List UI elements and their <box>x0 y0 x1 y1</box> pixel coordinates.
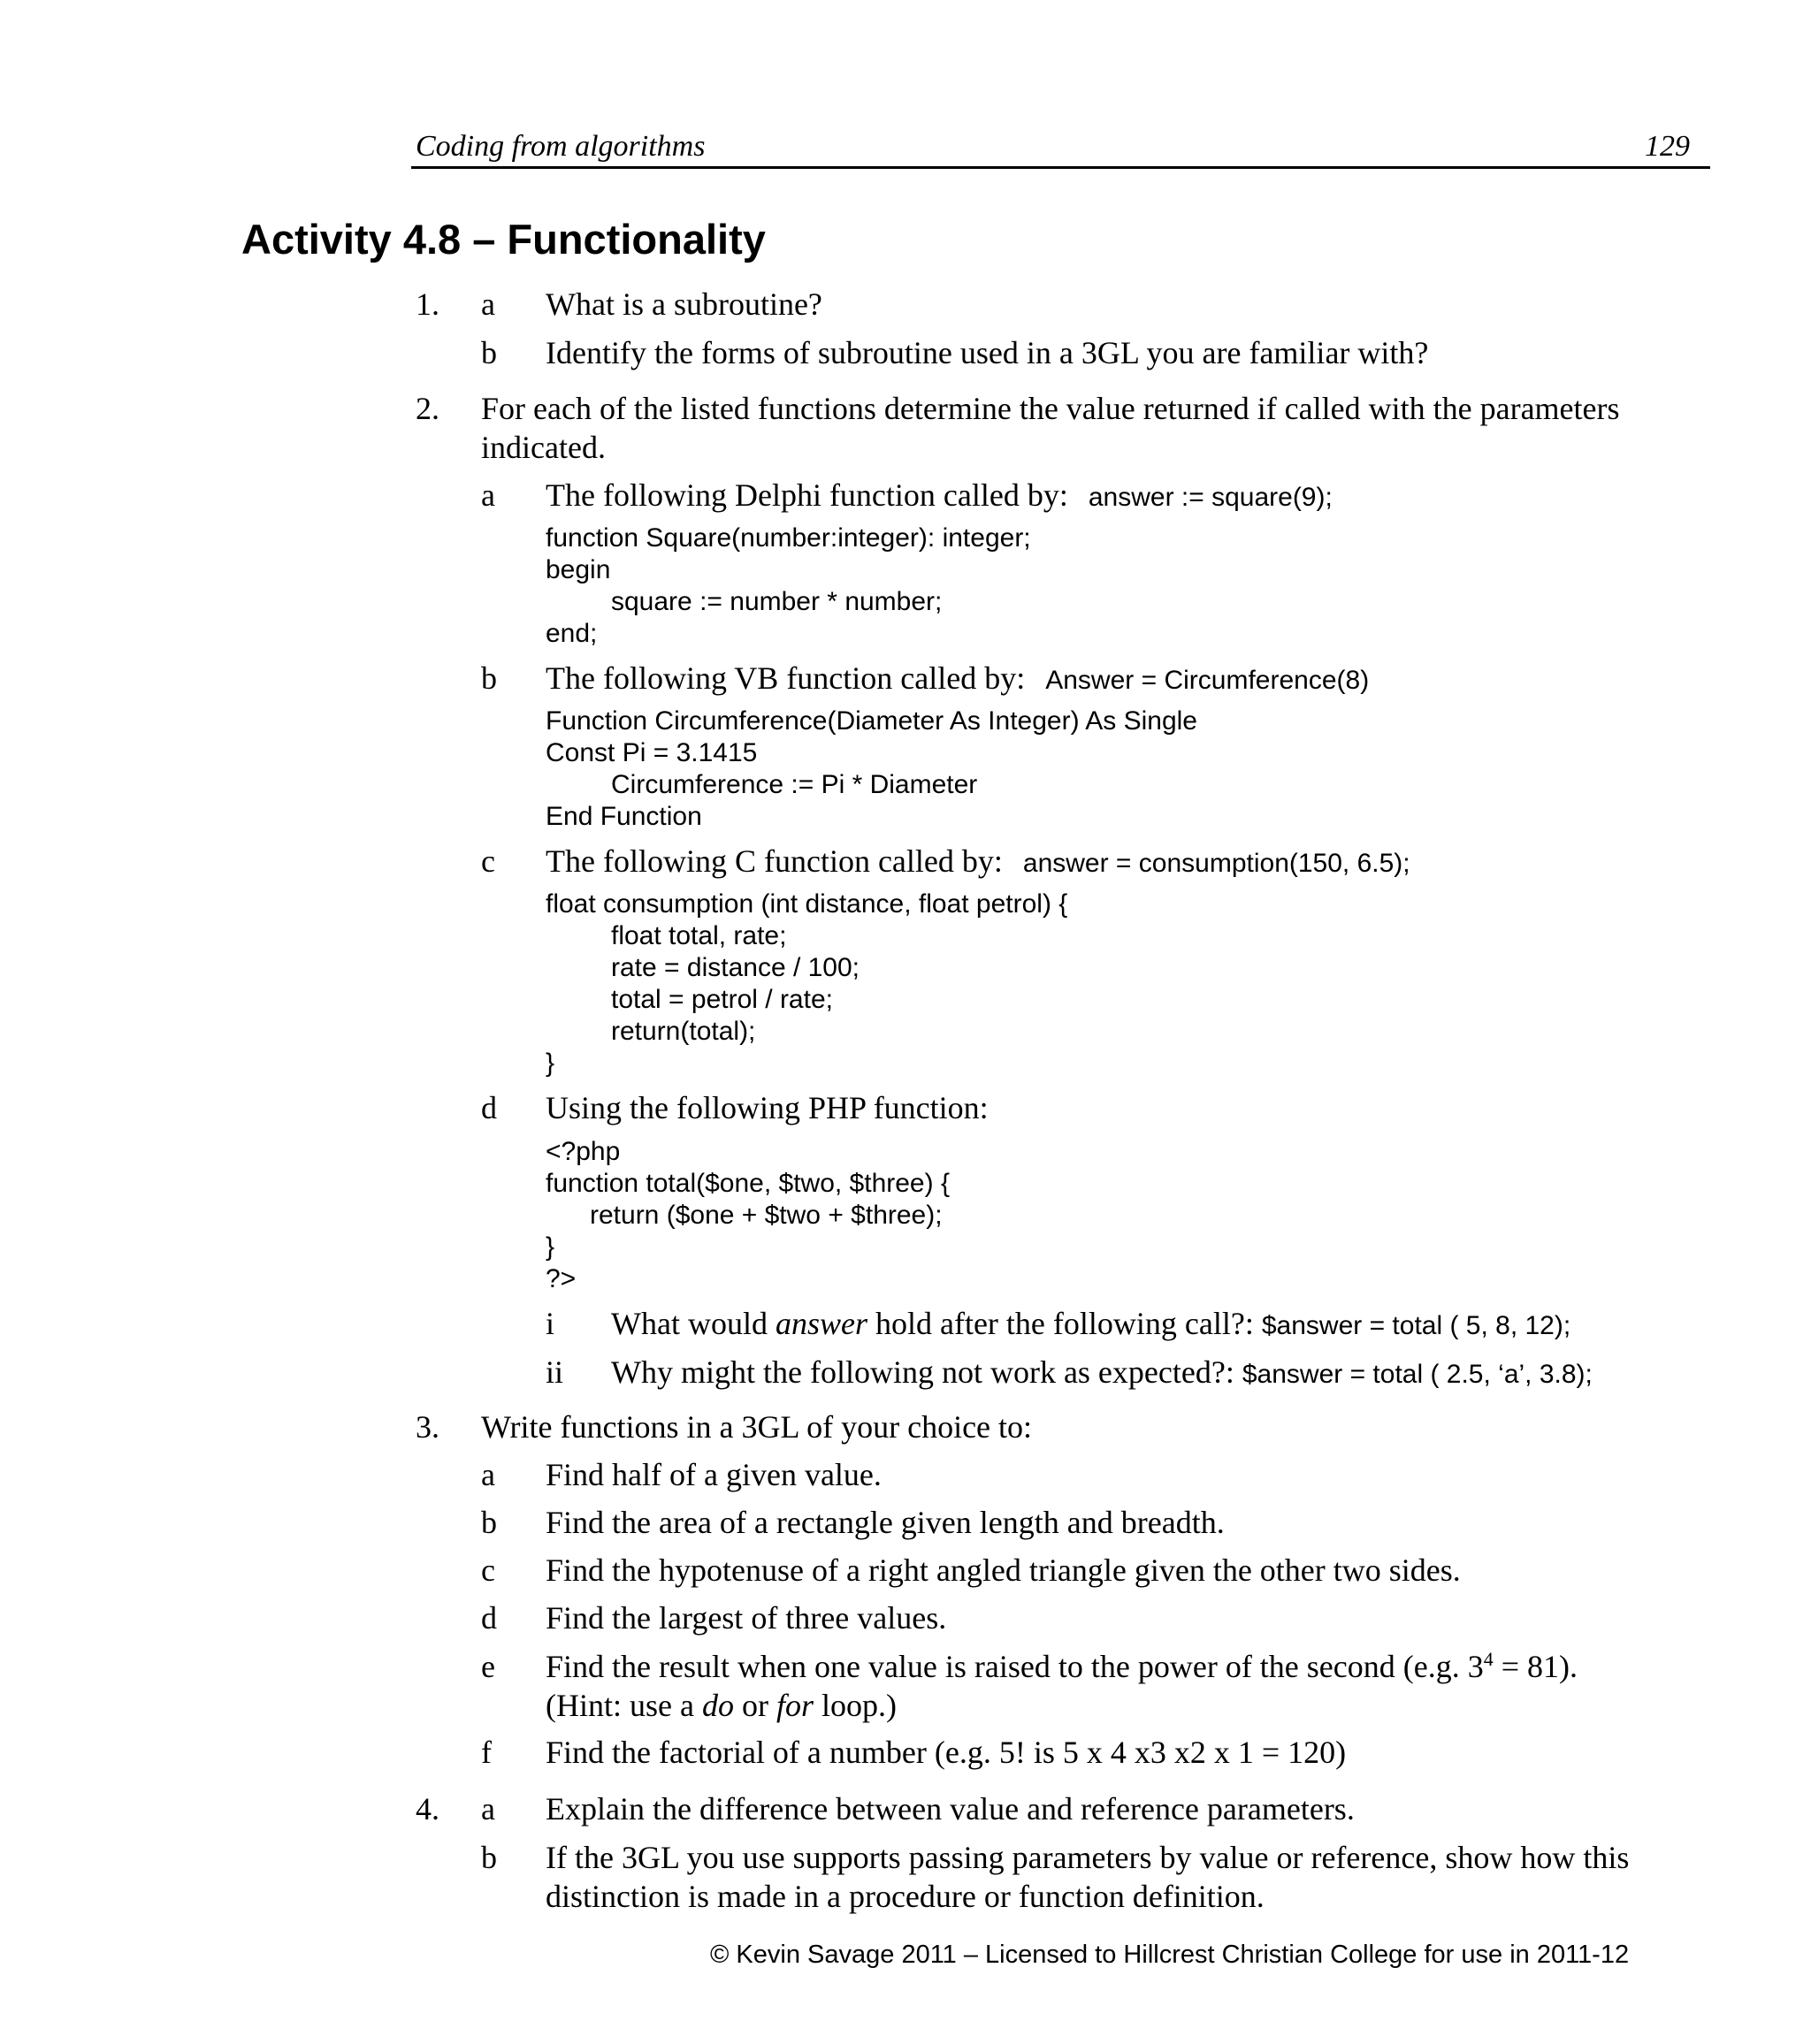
q2a-code-block <box>546 522 1031 650</box>
q2c-call: answer = consumption(150, 6.5); <box>1022 849 1410 878</box>
q3d-label: d <box>481 1600 497 1636</box>
q3e-hint-pre: (Hint: use a <box>546 1688 702 1723</box>
q3c-text: Find the hypotenuse of a right angled triangle given the other two sides. <box>546 1552 1461 1588</box>
q1b-text: Identify the forms of subroutine used in a 3GL you are familiar with? <box>546 335 1429 370</box>
code-line: total = petrol / rate; <box>611 985 833 1014</box>
q2d-code-block <box>546 1136 950 1295</box>
q2c-text <box>546 842 1410 881</box>
q2d-ii-label: ii <box>546 1354 564 1390</box>
q3e-post: = 81). <box>1493 1649 1578 1684</box>
q2b-call: Answer = Circumference(8) <box>1045 666 1370 695</box>
activity-title: Activity 4.8 – Functionality <box>241 216 766 263</box>
code-line: Circumference := Pi * Diameter <box>611 770 978 799</box>
code-line: } <box>546 1049 555 1078</box>
code-line: float consumption (int distance, float petrol) { <box>546 889 1068 919</box>
q4-number: 4. <box>416 1791 439 1827</box>
q2c-label: c <box>481 843 495 879</box>
q3e-hint-or: or <box>733 1688 776 1723</box>
running-header-section: Coding from algorithms <box>416 130 706 163</box>
q3b-label: b <box>481 1505 497 1540</box>
code-line: float total, rate; <box>611 921 787 950</box>
q2b-description: The following VB function called by: <box>546 660 1026 696</box>
q2d-label: d <box>481 1090 497 1125</box>
q2d-i-label: i <box>546 1306 555 1341</box>
q2-intro-line1: For each of the listed functions determine the value returned if called with the parameters <box>481 391 1620 426</box>
q3b-text: Find the area of a rectangle given length and breadth. <box>546 1505 1225 1540</box>
code-line: return ($one + $two + $three); <box>590 1201 943 1230</box>
q2d-i-post: hold after the following call?: <box>867 1306 1262 1341</box>
q2b-label: b <box>481 660 497 696</box>
q2d-i-em: answer <box>775 1306 867 1341</box>
code-line: function total($one, $two, $three) { <box>546 1169 950 1198</box>
q4a-label: a <box>481 1791 495 1827</box>
q2d-ii-question: Why might the following not work as expected?: <box>611 1354 1242 1390</box>
q3a-text: Find half of a given value. <box>546 1457 882 1492</box>
q2d-ii-text <box>611 1353 1593 1392</box>
q2d-i-pre: What would <box>611 1306 776 1341</box>
code-line: Function Circumference(Diameter As Integer) As Single <box>546 706 1197 736</box>
q3e-hint-for: for <box>776 1688 814 1723</box>
q1a-text: What is a subroutine? <box>546 286 822 322</box>
q4b-label: b <box>481 1840 497 1875</box>
code-line: ?> <box>546 1264 577 1293</box>
q2b-code-block <box>546 705 1197 833</box>
code-line: rate = distance / 100; <box>611 953 860 982</box>
code-line: End Function <box>546 802 702 831</box>
q4a-text: Explain the difference between value and reference parameters. <box>546 1791 1355 1827</box>
code-line: return(total); <box>611 1017 756 1046</box>
q3f-text: Find the factorial of a number (e.g. 5! is 5 x 4 x3 x2 x 1 = 120) <box>546 1735 1347 1770</box>
q2a-label: a <box>481 477 495 513</box>
q3e-hint <box>546 1686 897 1725</box>
code-line: function Square(number:integer): integer; <box>546 523 1031 553</box>
q2a-call: answer := square(9); <box>1088 483 1333 512</box>
q3e-label: e <box>481 1649 495 1684</box>
q3e-pre: Find the result when one value is raised to the power of the second (e.g. 3 <box>546 1649 1484 1684</box>
q4b-line2: distinction is made in a procedure or function definition. <box>546 1879 1265 1914</box>
code-line: } <box>546 1232 555 1262</box>
q1b-label: b <box>481 335 497 370</box>
q3d-text: Find the largest of three values. <box>546 1600 947 1636</box>
q2c-code-block <box>546 889 1067 1079</box>
code-line: <?php <box>546 1137 621 1166</box>
code-line: end; <box>546 619 598 648</box>
q3f-label: f <box>481 1735 492 1770</box>
page-number: 129 <box>1645 130 1690 163</box>
q2a-text <box>546 476 1333 515</box>
q2-number: 2. <box>416 391 439 426</box>
q2d-text: Using the following PHP function: <box>546 1090 989 1125</box>
header-rule <box>411 166 1710 169</box>
q3e-exponent: 4 <box>1483 1648 1494 1670</box>
q1a-label: a <box>481 286 495 322</box>
q2d-i-text <box>611 1304 1570 1343</box>
q3c-label: c <box>481 1552 495 1588</box>
q2c-description: The following C function called by: <box>546 843 1003 879</box>
q3e-hint-post: loop.) <box>813 1688 897 1723</box>
q2d-ii-call: $answer = total ( 2.5, ‘a’, 3.8); <box>1242 1360 1593 1389</box>
q1-number: 1. <box>416 286 439 322</box>
code-line: Const Pi = 3.1415 <box>546 738 758 767</box>
q3e-text <box>546 1647 1578 1686</box>
q3e-hint-do: do <box>701 1688 734 1723</box>
code-line: square := number * number; <box>611 587 943 616</box>
q2a-description: The following Delphi function called by: <box>546 477 1068 513</box>
q2d-i-call: $answer = total ( 5, 8, 12); <box>1261 1311 1571 1340</box>
q3-number: 3. <box>416 1409 439 1445</box>
q2-intro-line2: indicated. <box>481 430 606 465</box>
q3-intro: Write functions in a 3GL of your choice to: <box>481 1409 1033 1445</box>
q4b-line1: If the 3GL you use supports passing parameters by value or reference, show how this <box>546 1840 1630 1875</box>
code-line: begin <box>546 555 611 584</box>
q2b-text <box>546 659 1369 698</box>
q3a-label: a <box>481 1457 495 1492</box>
copyright-footer: © Kevin Savage 2011 – Licensed to Hillcrest Christian College for use in 2011-12 <box>710 1941 1630 1969</box>
